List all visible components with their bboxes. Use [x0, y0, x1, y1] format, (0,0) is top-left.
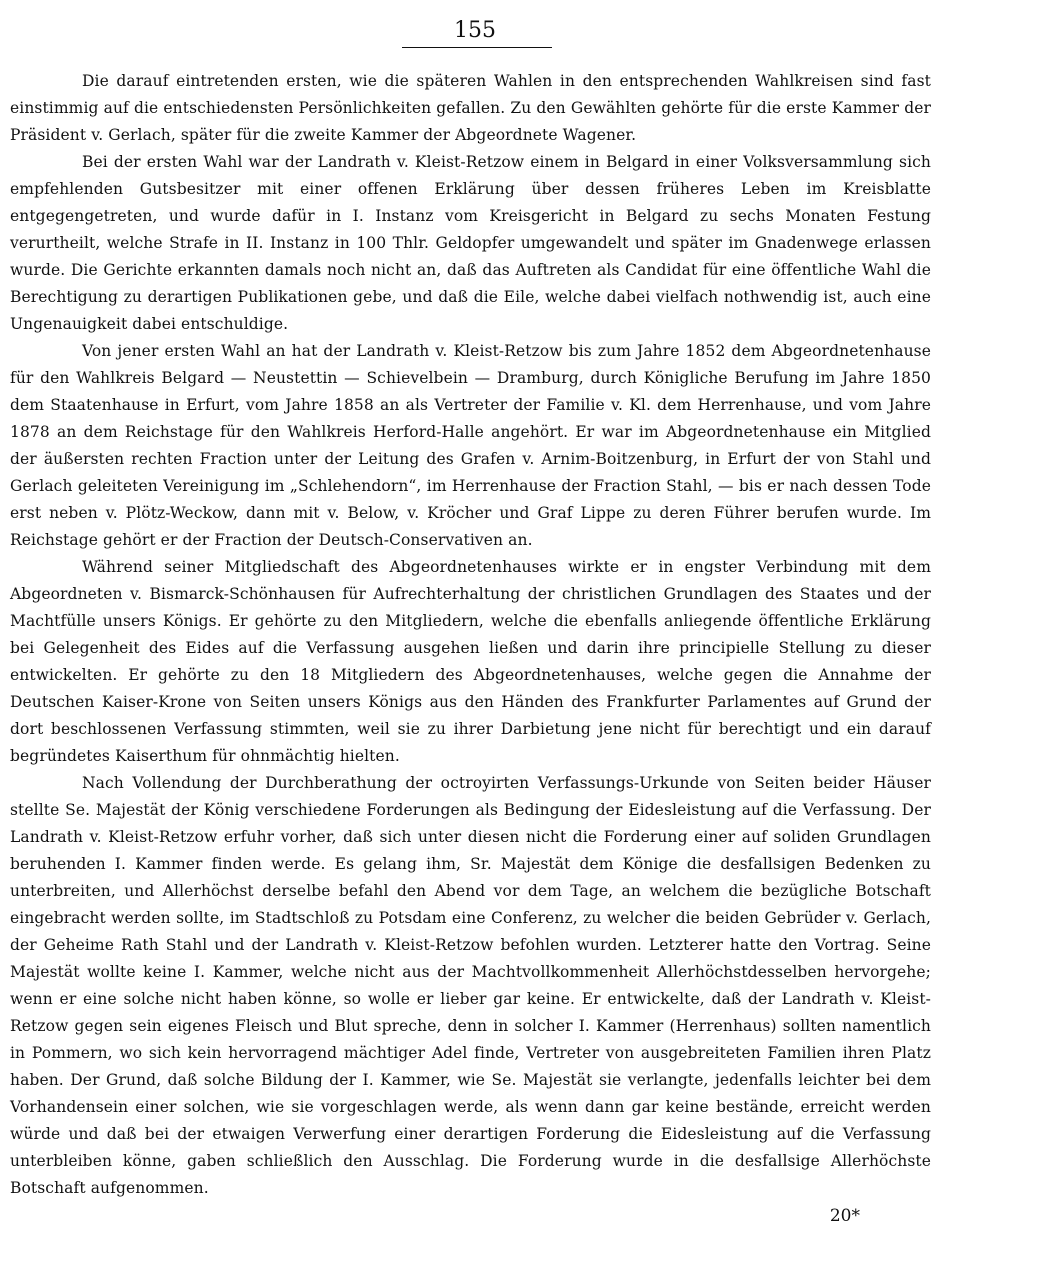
body-text: [10, 68, 931, 1202]
page-number: 155: [454, 18, 496, 43]
page-signature: 20*: [829, 1206, 860, 1226]
paragraph-2: Bei der ersten Wahl war der Landrath v. Kleist-Retzow einem in Belgard in einer Volksversammlung sich empfehlenden Gutsbesitzer mit einer offenen Erklärung über dessen früheres Leben im Kreisblatte entgegengetreten, und wurde dafür in I. Instanz vom Kreisgericht in Belgard zu sechs Monaten Festung verurtheilt, welche Strafe in II. Instanz in 100 Thlr. Geldopfer umgewandelt und später im Gnadenwege erlassen wurde. Die Gerichte erkannten damals noch nicht an, daß das Auftreten als Candidat für eine öffentliche Wahl die Berechtigung zu derartigen Publikationen gebe, und daß die Eile, welche dabei vielfach nothwendig ist, auch eine Ungenauigkeit dabei entschuldige.: [10, 153, 931, 333]
paragraph-5: Nach Vollendung der Durchberathung der octroyirten Verfassungs-Urkunde von Seiten beider Häuser stellte Se. Majestät der König verschiedene Forderungen als Bedingung der Eidesleistung auf die Verfassung. Der Landrath v. Kleist-Retzow erfuhr vorher, daß sich unter diesen nicht die Forderung einer auf soliden Grundlagen beruhenden I. Kammer finden werde. Es gelang ihm, Sr. Majestät dem Könige die desfallsigen Bedenken zu unterbreiten, und Allerhöchst derselbe befahl den Abend vor dem Tage, an welchem die bezügliche Botschaft eingebracht werden sollte, im Stadtschloß zu Potsdam eine Conferenz, zu welcher die beiden Gebrüder v. Gerlach, der Geheime Rath Stahl und der Landrath v. Kleist-Retzow befohlen wurden. Letzterer hatte den Vortrag. Seine Majestät wollte keine I. Kammer, welche nicht aus der Machtvollkommenheit Allerhöchstdesselben hervorgehe; wenn er eine solche nicht haben könne, so wolle er lieber gar keine. Er entwickelte, daß der Landrath v. Kleist-Retzow gegen sein eigenes Fleisch und Blut spreche, denn in solcher I. Kammer (Herrenhaus) sollten namentlich in Pommern, wo sich kein hervorragend mächtiger Adel finde, Vertreter von ausgebreiteten Familien ihren Platz haben. Der Grund, daß solche Bildung der I. Kammer, wie Se. Majestät sie verlangte, jedenfalls leichter bei dem Vorhandensein einer solchen, wie sie vorgeschlagen werde, als wenn dann gar keine bestände, erreicht werden würde und daß bei der etwaigen Verwerfung einer derartigen Forderung die Eidesleistung auf die Verfassung unterbleiben könne, gaben schließlich den Ausschlag. Die Forderung wurde in die desfallsige Allerhöchste Botschaft aufgenommen.: [10, 774, 931, 1197]
paragraph-1: Die darauf eintretenden ersten, wie die späteren Wahlen in den entsprechenden Wahlkreisen sind fast einstimmig auf die entschiedensten Persönlichkeiten gefallen. Zu den Gewählten gehörte für die erste Kammer der Präsident v. Gerlach, später für die zweite Kammer der Abgeordnete Wagener.: [10, 72, 931, 144]
paragraph-4: Während seiner Mitgliedschaft des Abgeordnetenhauses wirkte er in engster Verbindung mit dem Abgeordneten v. Bismarck-Schönhausen für Aufrechterhaltung der christlichen Grundlagen des Staates und der Machtfülle unsers Königs. Er gehörte zu den Mitgliedern, welche die ebenfalls anliegende öffentliche Erklärung bei Gelegenheit des Eides auf die Verfassung ausgehen ließen und darin ihre principielle Stellung zu dieser entwickelten. Er gehörte zu den 18 Mitgliedern des Abgeordnetenhauses, welche gegen die Annahme der Deutschen Kaiser-Krone von Seiten unsers Königs aus den Händen des Frankfurter Parlamentes auf Grund der dort beschlossenen Verfassung stimmten, weil sie zu ihrer Darbietung jene nicht für berechtigt und ein darauf begründetes Kaiserthum für ohnmächtig hielten.: [10, 558, 931, 765]
paragraph-3: Von jener ersten Wahl an hat der Landrath v. Kleist-Retzow bis zum Jahre 1852 dem Abgeordnetenhause für den Wahlkreis Belgard — Neustettin — Schievelbein — Dramburg, durch Königliche Berufung im Jahre 1850 dem Staatenhause in Erfurt, vom Jahre 1858 an als Vertreter der Familie v. Kl. dem Herrenhause, und vom Jahre 1878 an dem Reichstage für den Wahlkreis Herford-Halle angehört. Er war im Abgeordnetenhause ein Mitglied der äußersten rechten Fraction unter der Leitung des Grafen v. Arnim-Boitzenburg, in Erfurt der von Stahl und Gerlach geleiteten Vereinigung im „Schlehendorn“, im Herrenhause der Fraction Stahl, — bis er nach dessen Tode erst neben v. Plötz-Weckow, dann mit v. Below, v. Kröcher und Graf Lippe zu deren Führer berufen wurde. Im Reichstage gehört er der Fraction der Deutsch-Conservativen an.: [10, 342, 931, 549]
header-rule: [402, 47, 552, 48]
